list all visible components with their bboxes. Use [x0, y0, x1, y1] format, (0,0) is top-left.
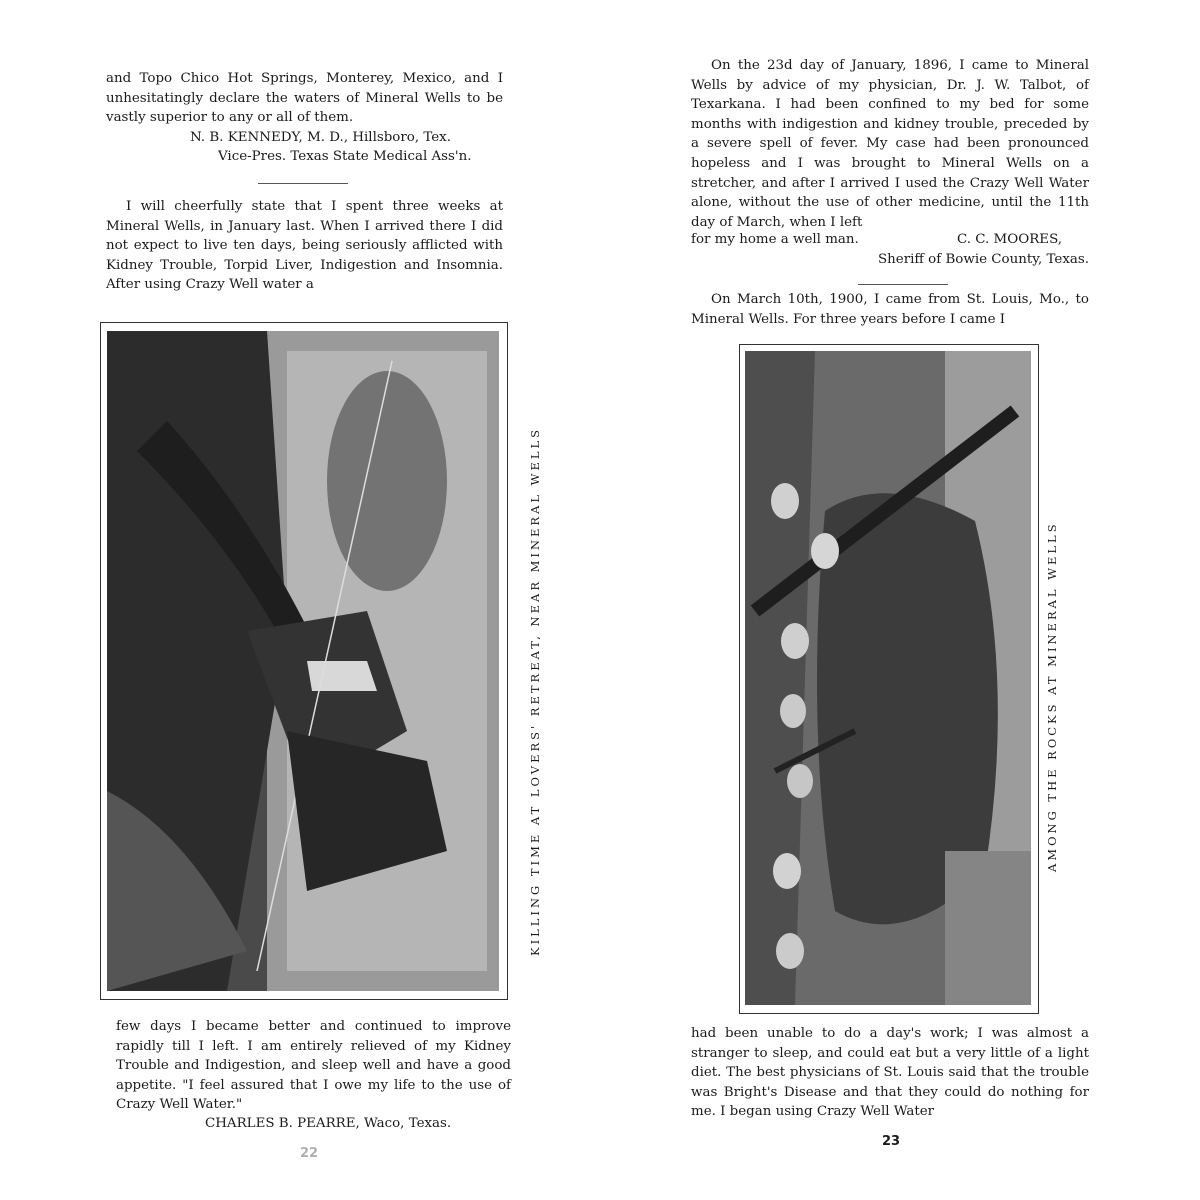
right-page	[600, 0, 1200, 1200]
left-page-number: 22	[300, 1146, 319, 1161]
right-page-number: 23	[882, 1134, 901, 1149]
left-photo-image	[107, 331, 499, 991]
right-paragraph-1: On the 23d day of January, 1896, I came to Mineral Wells by advice of my physician, Dr. J. W. Talbot, of Texarkana. I had been confined to my bed for some months with indigestion and kidney trouble, preceded by a severe spell of fever. My case had been pronounced hopeless and I was brought to Mineral Wells on a stretcher, and after I arrived I used the Crazy Well Water alone, without the use of other medicine, until the 11th day of March, when I left	[691, 58, 1089, 230]
left-paragraph-3: few days I became better and continued to improve rapidly till I left. I am entirely relieved of my Kidney Trouble and Indigestion, and sleep well and have a good appetite. "I feel assured that I owe my life to the use of Crazy Well Water."	[116, 1019, 511, 1113]
right-divider	[858, 284, 948, 285]
right-paragraph-2: On March 10th, 1900, I came from St. Louis, Mo., to Mineral Wells. For three years before I came I	[691, 292, 1089, 327]
left-photo-caption: KILLING TIME AT LOVERS' RETREAT, NEAR MINERAL WELLS	[528, 426, 542, 956]
left-photo	[107, 331, 499, 991]
right-photo-image	[745, 351, 1031, 1005]
left-divider	[258, 183, 348, 184]
right-photo-frame	[739, 344, 1039, 1014]
left-signature-1-name: N. B. KENNEDY, M. D., Hillsboro, Tex.	[190, 130, 451, 145]
left-signature-2: CHARLES B. PEARRE, Waco, Texas.	[205, 1116, 452, 1131]
left-signature-1-title: Vice-Pres. Texas State Medical Ass'n.	[218, 149, 472, 164]
right-photo-caption: AMONG THE ROCKS AT MINERAL WELLS	[1045, 521, 1059, 872]
left-paragraph-2: I will cheerfully state that I spent three weeks at Mineral Wells, in January last. When I arrived there I did not expect to live ten days, being seriously afflicted with Kidney Trouble, Torpid Liver, Indigestion and Insomnia. After using Crazy Well water a	[106, 199, 503, 293]
left-paragraph-1: and Topo Chico Hot Springs, Monterey, Mexico, and I unhesitatingly declare the waters of Mineral Wells to be vastly superior to any or all of them.	[106, 71, 503, 126]
right-paragraph-1-last-line: for my home a well man.	[691, 232, 859, 247]
left-photo-frame	[100, 322, 508, 1000]
right-signature-1-title: Sheriff of Bowie County, Texas.	[878, 252, 1089, 267]
right-paragraph-3: had been unable to do a day's work; I was almost a stranger to sleep, and could eat but a very little of a light diet. The best physicians of St. Louis said that the trouble was Bright's Disease and that they could do nothing for me. I began using Crazy Well Water	[691, 1026, 1089, 1120]
right-photo	[745, 351, 1031, 1005]
right-signature-1-name: C. C. MOORES,	[957, 232, 1063, 247]
